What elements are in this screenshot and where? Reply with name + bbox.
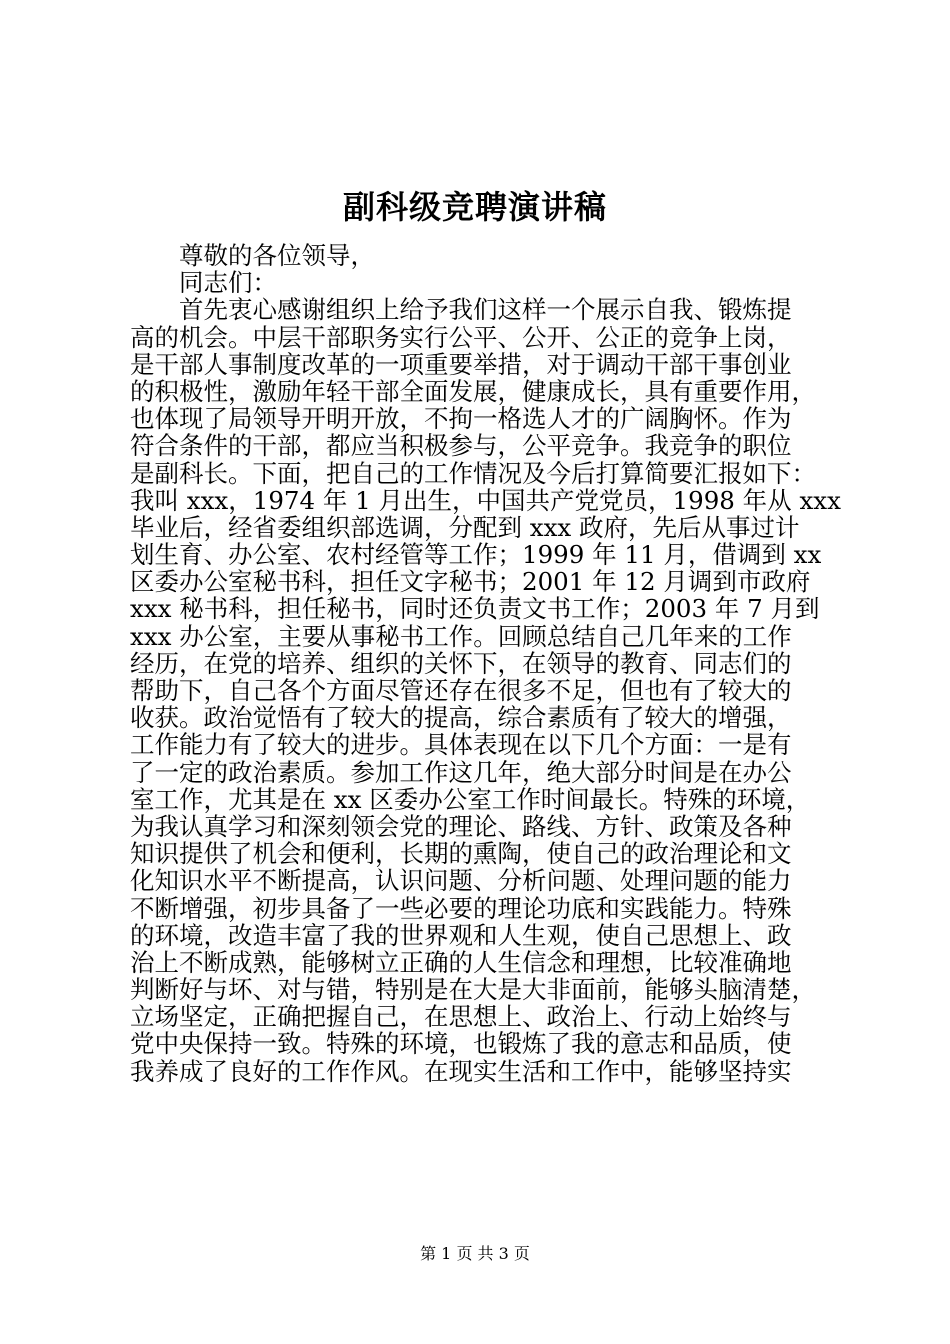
paragraph-line: 是副科长。下面，把自己的工作情况及今后打算简要汇报如下： — [130, 458, 816, 488]
paragraph-line: 区委办公室秘书科，担任文字秘书；2001 年 12 月调到市政府 — [130, 567, 811, 597]
paragraph-line: 高的机会。中层干部职务实行公平、公开、公正的竞争上岗， — [130, 322, 792, 352]
paragraph-line: 工作能力有了较大的进步。具体表现在以下几个方面：一是有 — [130, 730, 792, 760]
paragraph-line: 划生育、办公室、农村经管等工作；1999 年 11 月，借调到 xx — [130, 540, 822, 570]
paragraph-line: 经历，在党的培养、组织的关怀下，在领导的教育、同志们的 — [130, 648, 792, 678]
paragraph-line: 化知识水平不断提高，认识问题、分析问题、处理问题的能力 — [130, 866, 792, 896]
paragraph-line: xxx 秘书科，担任秘书，同时还负责文书工作；2003 年 7 月到 — [130, 594, 820, 624]
paragraph-line: 是干部人事制度改革的一项重要举措，对于调动干部干事创业 — [130, 349, 792, 379]
salutation-line: 同志们： — [179, 268, 277, 298]
paragraph-line: 我养成了良好的工作作风。在现实生活和工作中，能够坚持实 — [130, 1056, 792, 1086]
paragraph-line: 室工作，尤其是在 xx 区委办公室工作时间最长。特殊的环境， — [130, 784, 811, 814]
paragraph-line: xxx 办公室，主要从事秘书工作。回顾总结自己几年来的工作 — [130, 621, 792, 651]
paragraph-line: 收获。政治觉悟有了较大的提高，综合素质有了较大的增强， — [130, 703, 792, 733]
salutation-line: 尊敬的各位领导， — [179, 241, 375, 270]
paragraph-line: 的积极性，激励年轻干部全面发展，健康成长，具有重要作用， — [130, 376, 816, 406]
paragraph-line: 的环境，改造丰富了我的世界观和人生观，使自己思想上、政 — [130, 920, 792, 950]
paragraph-line: 了一定的政治素质。参加工作这几年，绝大部分时间是在办公 — [130, 757, 792, 787]
document-title: 副科级竞聘演讲稿 — [342, 188, 607, 226]
paragraph-line: 帮助下，自己各个方面尽管还存在很多不足，但也有了较大的 — [130, 676, 792, 705]
document-body — [130, 241, 841, 1086]
paragraph-line: 也体现了局领导开明开放，不拘一格选人才的广阔胸怀。作为 — [130, 404, 792, 434]
paragraph-line: 知识提供了机会和便利，长期的熏陶，使自己的政治理论和文 — [130, 839, 792, 869]
paragraph-line: 毕业后，经省委组织部选调，分配到 xxx 政府，先后从事过计 — [130, 512, 800, 542]
paragraph-line: 符合条件的干部，都应当积极参与，公平竞争。我竞争的职位 — [130, 431, 792, 461]
paragraph-line: 我叫 xxx，1974 年 1 月出生，中国共产党党员，1998 年从 xxx — [130, 485, 841, 515]
paragraph-line: 为我认真学习和深刻领会党的理论、路线、方针、政策及各种 — [130, 811, 792, 841]
paragraph-line: 判断好与坏、对与错，特别是在大是大非面前，能够头脑清楚， — [130, 975, 816, 1005]
paragraph-line: 立场坚定，正确把握自己，在思想上、政治上、行动上始终与 — [130, 1002, 792, 1032]
page-number-footer: 第 1 页 共 3 页 — [420, 1244, 530, 1263]
paragraph-line: 治上不断成熟，能够树立正确的人生信念和理想，比较准确地 — [130, 947, 792, 977]
paragraph-line: 首先衷心感谢组织上给予我们这样一个展示自我、锻炼提 — [179, 295, 792, 325]
paragraph-line: 不断增强，初步具备了一些必要的理论功底和实践能力。特殊 — [130, 893, 792, 923]
paragraph-line: 党中央保持一致。特殊的环境，也锻炼了我的意志和品质，使 — [130, 1029, 792, 1059]
